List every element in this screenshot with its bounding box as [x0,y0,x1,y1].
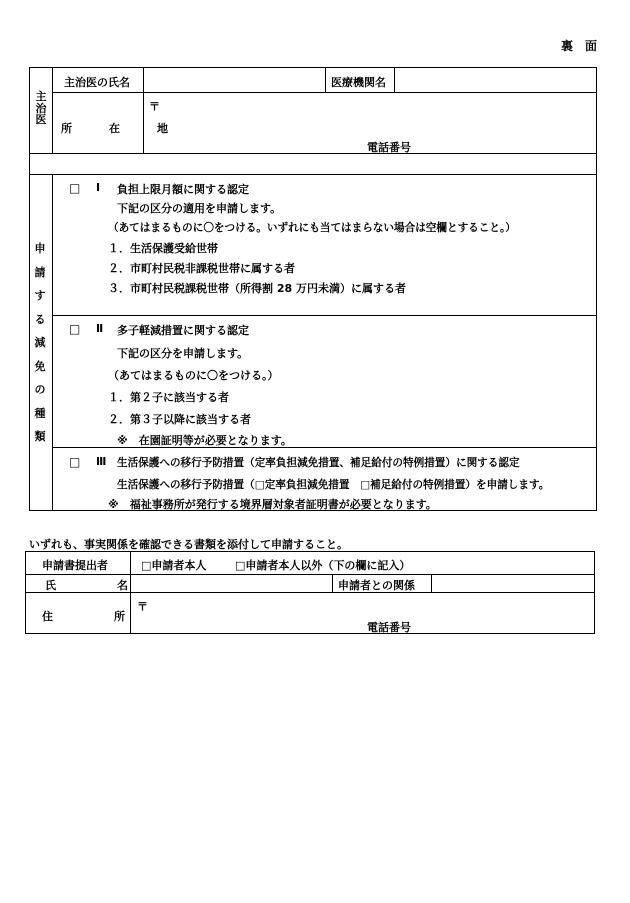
part1-line1: 下記の区分の適用を申請します。 [117,202,282,215]
submitter-name-field[interactable] [131,575,331,591]
part3-checkbox[interactable]: □ [69,455,81,469]
submitter-address-field[interactable] [131,593,593,613]
doctor-phone-label: 電話番号 [367,141,411,154]
part1-note: （あてはまるものに〇をつける。いずれにも当てはまらない場合は空欄とすること。） [108,222,516,234]
part1-title: 負担上限月額に関する認定 [117,183,249,196]
submitter-address-label [42,608,132,624]
part2-item-1: １．第２子に該当する者 [108,391,229,404]
submitter-postal-mark: 〒 [137,600,148,613]
doctor-name-label: 主治医の氏名 [64,76,130,89]
part2-line1: 下記の区分を申請します。 [117,347,249,360]
relation-label: 申請者との関係 [338,579,415,592]
institution-label: 医療機関名 [331,76,386,89]
relation-field[interactable] [432,575,593,591]
part2-checkbox[interactable]: □ [69,322,81,336]
reduction-section-label [33,237,47,449]
submitter-name-label-text: 氏 名 [45,579,135,592]
part3-line1: 生活保護への移行予防措置（□定率負担減免措置 □補足給付の特例措置）を申請します。 [117,479,550,491]
doctor-name-field[interactable] [144,68,324,91]
page-side-label: 裏 面 [561,39,598,53]
institution-field[interactable] [395,68,595,91]
submitter-name-label [45,577,135,593]
part3-title: 生活保護への移行予防措置（定率負担減免措置、補足給付の特例措置）に関する認定 [117,457,520,469]
part1-item-1: １．生活保護受給世帯 [108,242,218,255]
part2-numeral: Ⅱ [96,322,104,335]
part2-remark: ※ 在園証明等が必要となります。 [117,434,292,447]
part1-item-2: ２．市町村民税非課税世帯に属する者 [108,262,295,275]
part1-checkbox[interactable]: □ [69,181,81,195]
option-self-checkbox[interactable]: □申請者本人 [141,559,207,572]
submitter-address-label-text: 住 所 [42,610,132,623]
footer-notice: いずれも、事実関係を確認できる書類を添付して申請すること。 [29,538,348,551]
part3-numeral: Ⅲ [96,455,107,468]
doctor-address-field[interactable] [144,93,595,137]
reduction-section-label-text: 申請する減免の種類 [34,242,46,443]
part3-remark: ※ 福祉事務所が発行する境界層対象者証明書が必要となります。 [108,498,437,511]
part1-numeral: Ⅰ [96,181,101,194]
part2-note: （あてはまるものに〇をつける。） [108,369,279,382]
doctor-postal-mark: 〒 [149,100,160,113]
submitter-label: 申請書提出者 [42,559,108,572]
submitter-phone-label: 電話番号 [367,621,411,634]
option-other-checkbox[interactable]: □申請者本人以外（下の欄に記入） [235,559,411,572]
part2-item-2: ２．第３子以降に該当する者 [108,413,251,426]
doctor-address-label-text: 所 在 地 [61,122,181,135]
part2-title: 多子軽減措置に関する認定 [117,324,249,337]
doctor-section-label: 主治医 [35,90,47,127]
part1-item-3: ３．市町村民税課税世帯（所得割 28 万円未満）に属する者 [108,282,406,295]
